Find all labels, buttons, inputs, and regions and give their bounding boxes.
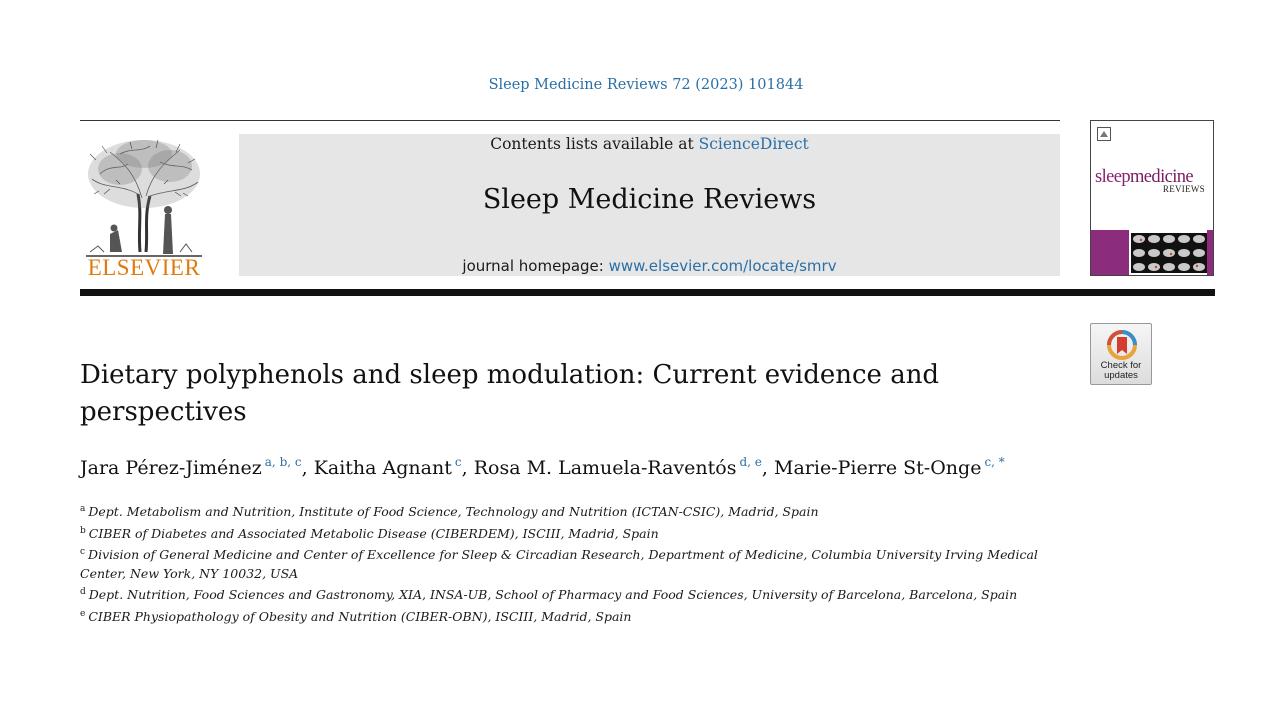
author-list [80,455,1180,479]
author-affiliation-marks[interactable]: c, * [984,455,1005,469]
journal-citation-link[interactable]: Sleep Medicine Reviews 72 (2023) 101844 [488,77,804,93]
affiliation-mark: e [80,608,86,619]
affiliation-item [80,605,1070,627]
affiliation-item [80,543,1070,583]
affiliation-item [80,583,1070,605]
author-separator: , [761,457,774,479]
cover-subtitle: REVIEWS [1162,184,1205,194]
affiliation-mark: c [80,547,86,557]
author-affiliation-marks[interactable]: c [454,455,462,469]
header-bottom-rule [80,289,1215,296]
journal-banner [239,134,1060,276]
article-title: Dietary polyphenols and sleep modulation: Current evidence and perspectives [80,360,940,427]
author-name[interactable]: Kaitha Agnant [313,457,452,479]
affiliation-text: CIBER Physiopathology of Obesity and Nutrition (CIBER-OBN), ISCIII, Madrid, Spain [88,608,632,624]
sciencedirect-link[interactable]: ScienceDirect [698,135,809,153]
affiliation-item [80,500,1070,522]
journal-name: Sleep Medicine Reviews [482,184,817,215]
cover-purple-band [1091,230,1129,276]
journal-homepage-link[interactable]: www.elsevier.com/locate/smrv [608,257,837,275]
author-affiliation-marks[interactable]: d, e [739,455,762,469]
homepage-prefix: journal homepage: [462,257,609,275]
affiliation-mark: b [80,525,86,536]
cover-title-part2: medicine [1130,167,1194,187]
check-updates-icon [1106,329,1138,361]
affiliation-mark: d [80,587,86,597]
author-name[interactable]: Marie-Pierre St-Onge [774,457,982,479]
affiliation-mark: a [80,504,86,514]
journal-homepage-line [239,257,1060,275]
author-name[interactable]: Jara Pérez-Jiménez [80,457,262,479]
cover-brain-scans-icon [1131,233,1207,273]
affiliation-item [80,522,1070,544]
affiliation-text: Dept. Metabolism and Nutrition, Institute of Food Science, Technology and Nutrition (ICTAN-CSIC), Madrid, Spain [88,504,819,519]
author-separator: , [301,457,314,479]
check-updates-label [1091,361,1151,381]
check-updates-line2: updates [1104,370,1138,381]
author-separator: , [461,457,474,479]
cover-elsevier-mini-icon [1097,127,1111,141]
affiliation-text: Division of General Medicine and Center of Excellence for Sleep & Circadian Research, Department of Medicine, Columbia University Irving Medical Center, New York, NY 10032, USA [80,547,1038,581]
elsevier-wordmark: ELSEVIER [87,255,201,280]
author-name[interactable]: Rosa M. Lamuela-Raventós [473,457,737,479]
journal-cover-image[interactable] [1090,120,1214,276]
affiliation-text: Dept. Nutrition, Food Sciences and Gastronomy, XIA, INSA-UB, School of Pharmacy and Food Sciences, University of Barcelona, Barcelona, Spain [88,587,1018,602]
check-updates-line1: Check for [1100,360,1142,371]
contents-available-line [239,134,1060,154]
cover-title-part1: sleep [1095,167,1131,187]
affiliation-list [80,500,1070,626]
author-affiliation-marks[interactable]: a, b, c [264,455,302,469]
affiliation-text: CIBER of Diabetes and Associated Metabolic Disease (CIBERDEM), ISCIII, Madrid, Spain [88,525,659,541]
cover-purple-edge [1207,230,1213,276]
check-for-updates-button[interactable] [1090,323,1152,385]
contents-prefix: Contents lists available at [490,135,699,153]
header-top-rule [80,120,1060,121]
